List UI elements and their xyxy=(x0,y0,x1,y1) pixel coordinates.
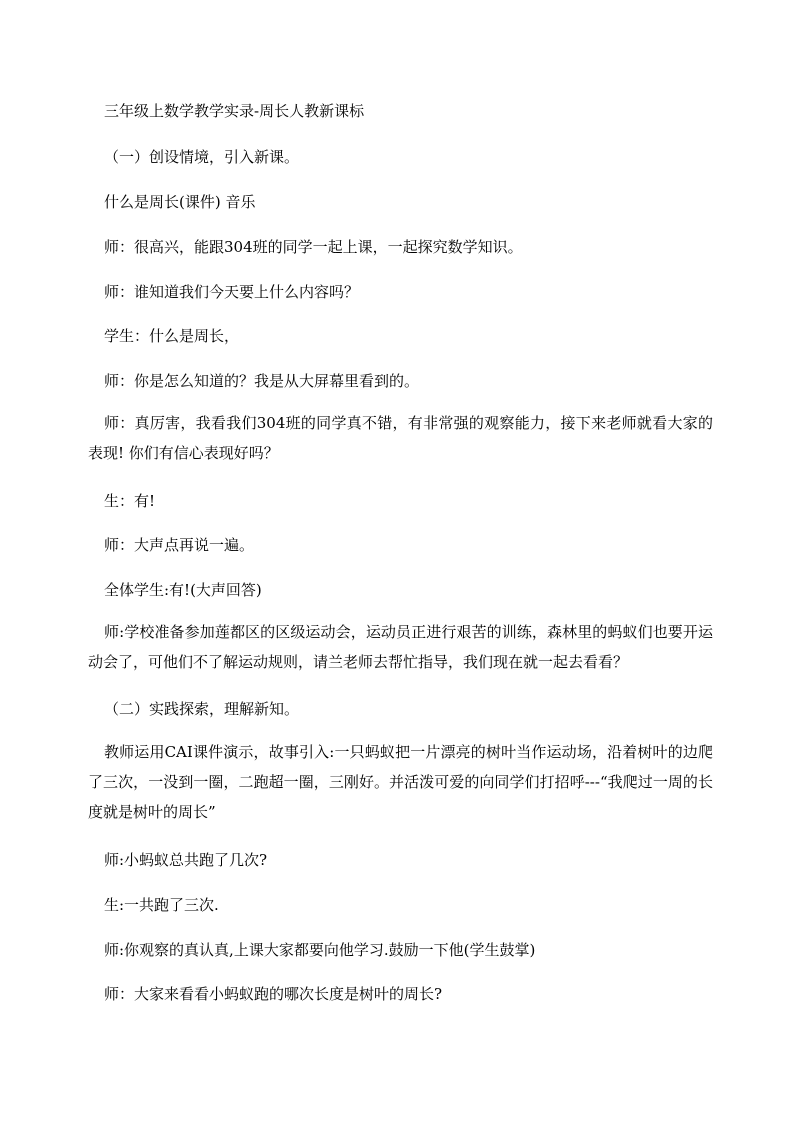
paragraph-6: 师：你是怎么知道的？我是从大屏幕里看到的。 xyxy=(104,372,420,390)
section-heading-2: （二）实践探索，理解新知。 xyxy=(104,700,300,718)
paragraph-9: 师：大声点再说一遍。 xyxy=(104,536,255,554)
document-title: 三年级上数学教学实录-周长人教新课标 xyxy=(104,102,365,120)
paragraph-17: 师：大家来看看小蚂蚁跑的哪次长度是树叶的周长? xyxy=(104,985,443,1003)
paragraph-13: 教师运用CAI课件演示，故事引入:一只蚂蚁把一片漂亮的树叶当作运动场，沿着树叶的边爬了三次，一没到一圈，二跑超一圈，三刚好。并活泼可爱的向同学们打招呼---“我爬过一周的长度就是树叶的周长” xyxy=(88,743,713,821)
paragraph-15: 生:一共跑了三次. xyxy=(104,896,219,914)
paragraph-3: 师：很高兴，能跟304班的同学一起上课，一起探究数学知识。 xyxy=(104,238,523,256)
paragraph-10: 全体学生:有!(大声回答) xyxy=(104,581,262,599)
paragraph-14: 师:小蚂蚁总共跑了几次? xyxy=(104,851,268,869)
paragraph-5: 学生：什么是周长， xyxy=(104,327,240,345)
paragraph-16: 师:你观察的真认真,上课大家都要向他学习.鼓励一下他(学生鼓掌) xyxy=(104,941,536,959)
section-heading-1: （一）创设情境，引入新课。 xyxy=(104,148,300,166)
paragraph-8: 生：有! xyxy=(104,492,156,510)
paragraph-2: 什么是周长(课件) 音乐 xyxy=(104,193,256,211)
paragraph-7: 师：真厉害，我看我们304班的同学真不错，有非常强的观察能力，接下来老师就看大家的表现! 你们有信心表现好吗？ xyxy=(88,414,713,462)
paragraph-4: 师：谁知道我们今天要上什么内容吗？ xyxy=(104,283,360,301)
paragraph-11: 师:学校准备参加莲都区的区级运动会，运动员正进行艰苦的训练，森林里的蚂蚁们也要开运动会了，可他们不了解运动规则，请兰老师去帮忙指导，我们现在就一起去看看？ xyxy=(88,623,713,671)
